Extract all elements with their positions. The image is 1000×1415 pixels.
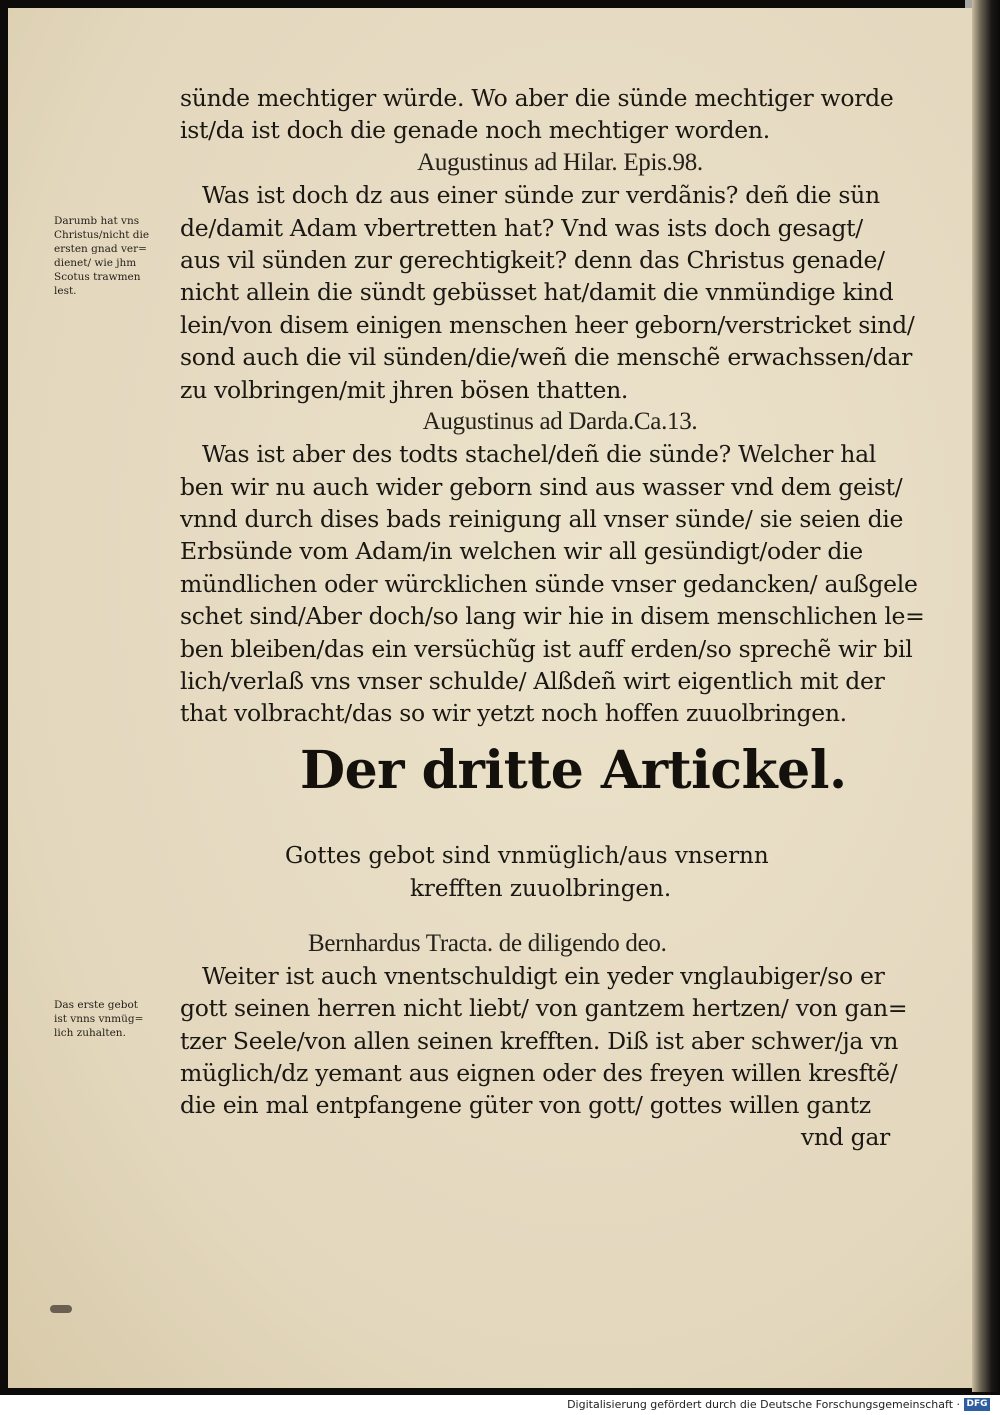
text-line: ben wir nu auch wider geborn sind aus wasser vnd dem geist/ <box>180 472 903 501</box>
margin-line: dienet/ wie jhm <box>54 257 137 269</box>
margin-line: ist vnns vnmüg= <box>54 1013 144 1025</box>
citation-heading: Augustinus ad Darda.Ca.13. <box>422 407 698 435</box>
text-line: ben bleiben/das ein versüchũg ist auff erden/so sprechẽ wir bil <box>180 634 913 663</box>
chapter-title: Der dritte Artickel. <box>300 740 847 801</box>
text-line: aus vil sünden zur gerechtigkeit? denn das Christus genade/ <box>180 245 885 274</box>
text-line: lein/von disem einigen menschen heer geborn/verstricket sind/ <box>180 310 915 339</box>
subtitle-line: Gottes gebot sind vnmüglich/aus vnsernn <box>285 843 769 869</box>
book-spine <box>972 0 1000 1392</box>
text-line: that volbracht/das so wir yetzt noch hoffen zuuolbringen. <box>180 699 847 728</box>
text-line: vnnd durch dises bads reinigung all vnser sünde/ sie seien die <box>180 505 904 534</box>
text-line: sond auch die vil sünden/die/weñ die menschẽ erwachssen/dar <box>180 343 913 372</box>
text-line: zu volbringen/mit jhren bösen thatten. <box>180 375 629 404</box>
margin-line: lest. <box>54 285 77 297</box>
text-line: müglich/dz yemant aus eignen oder des freyen willen kresftẽ/ <box>180 1058 898 1087</box>
text-line: Weiter ist auch vnentschuldigt ein yeder vnglaubiger/so er <box>202 962 885 991</box>
margin-line: Christus/nicht die <box>54 229 150 241</box>
citation-heading <box>180 928 900 960</box>
text-line: die ein mal entpfangene güter von gott/ gottes willen gantz <box>180 1090 871 1119</box>
margin-line: lich zuhalten. <box>54 1027 126 1039</box>
margin-line: Scotus trawmen <box>54 271 141 283</box>
footer-credit: Digitalisierung gefördert durch die Deutsche Forschungsgemeinschaft · <box>567 1398 960 1411</box>
text-line: schet sind/Aber doch/so lang wir hie in disem menschlichen le= <box>180 602 925 631</box>
main-text-block <box>180 82 925 730</box>
text-line: de/damit Adam vbertretten hat? Vnd was ists doch gesagt/ <box>180 213 863 242</box>
margin-note-2 <box>54 998 174 1040</box>
second-text-block <box>180 928 908 1153</box>
margin-line: Darumb hat vns <box>54 215 140 227</box>
dfg-logo-icon: DFG <box>964 1398 990 1411</box>
catchword: vnd gar <box>800 1123 890 1152</box>
text-line: Was ist doch dz aus einer sünde zur verdãnis? deñ die sün <box>202 181 880 210</box>
subtitle-line: krefften zuuolbringen. <box>410 876 672 902</box>
citation-heading: Augustinus ad Hilar. Epis.98. <box>417 148 703 176</box>
text-line: nicht allein die sündt gebüsset hat/damit die vnmündige kind <box>180 278 894 307</box>
text-line: lich/verlaß vns vnser schulde/ Alßdeñ wirt eigentlich mit der <box>180 667 885 696</box>
text-line: mündlichen oder würcklichen sünde vnser gedancken/ außgele <box>180 569 918 598</box>
text-line: tzer Seele/von allen seinen krefften. Diß ist aber schwer/ja vn <box>180 1026 899 1055</box>
text-line: gott seinen herren nicht liebt/ von gantzem hertzen/ von gan= <box>180 994 908 1023</box>
text-line: Erbsünde vom Adam/in welchen wir all gesündigt/oder die <box>180 537 863 566</box>
ink-stain <box>50 1305 72 1313</box>
text-line: Was ist aber des todts stachel/deñ die sünde? Welcher hal <box>202 440 877 469</box>
text-line: sünde mechtiger würde. Wo aber die sünde mechtiger worde <box>180 84 894 112</box>
margin-line: Das erste gebot <box>54 999 138 1011</box>
margin-note-1 <box>54 214 174 298</box>
chapter-subtitle <box>285 840 845 906</box>
text-line: ist/da ist doch die genade noch mechtiger worden. <box>180 116 770 145</box>
margin-line: ersten gnad ver= <box>54 243 147 255</box>
citation-heading-text: Bernhardus Tracta. de diligendo deo. <box>308 930 667 957</box>
footer-bar <box>0 1395 1000 1415</box>
